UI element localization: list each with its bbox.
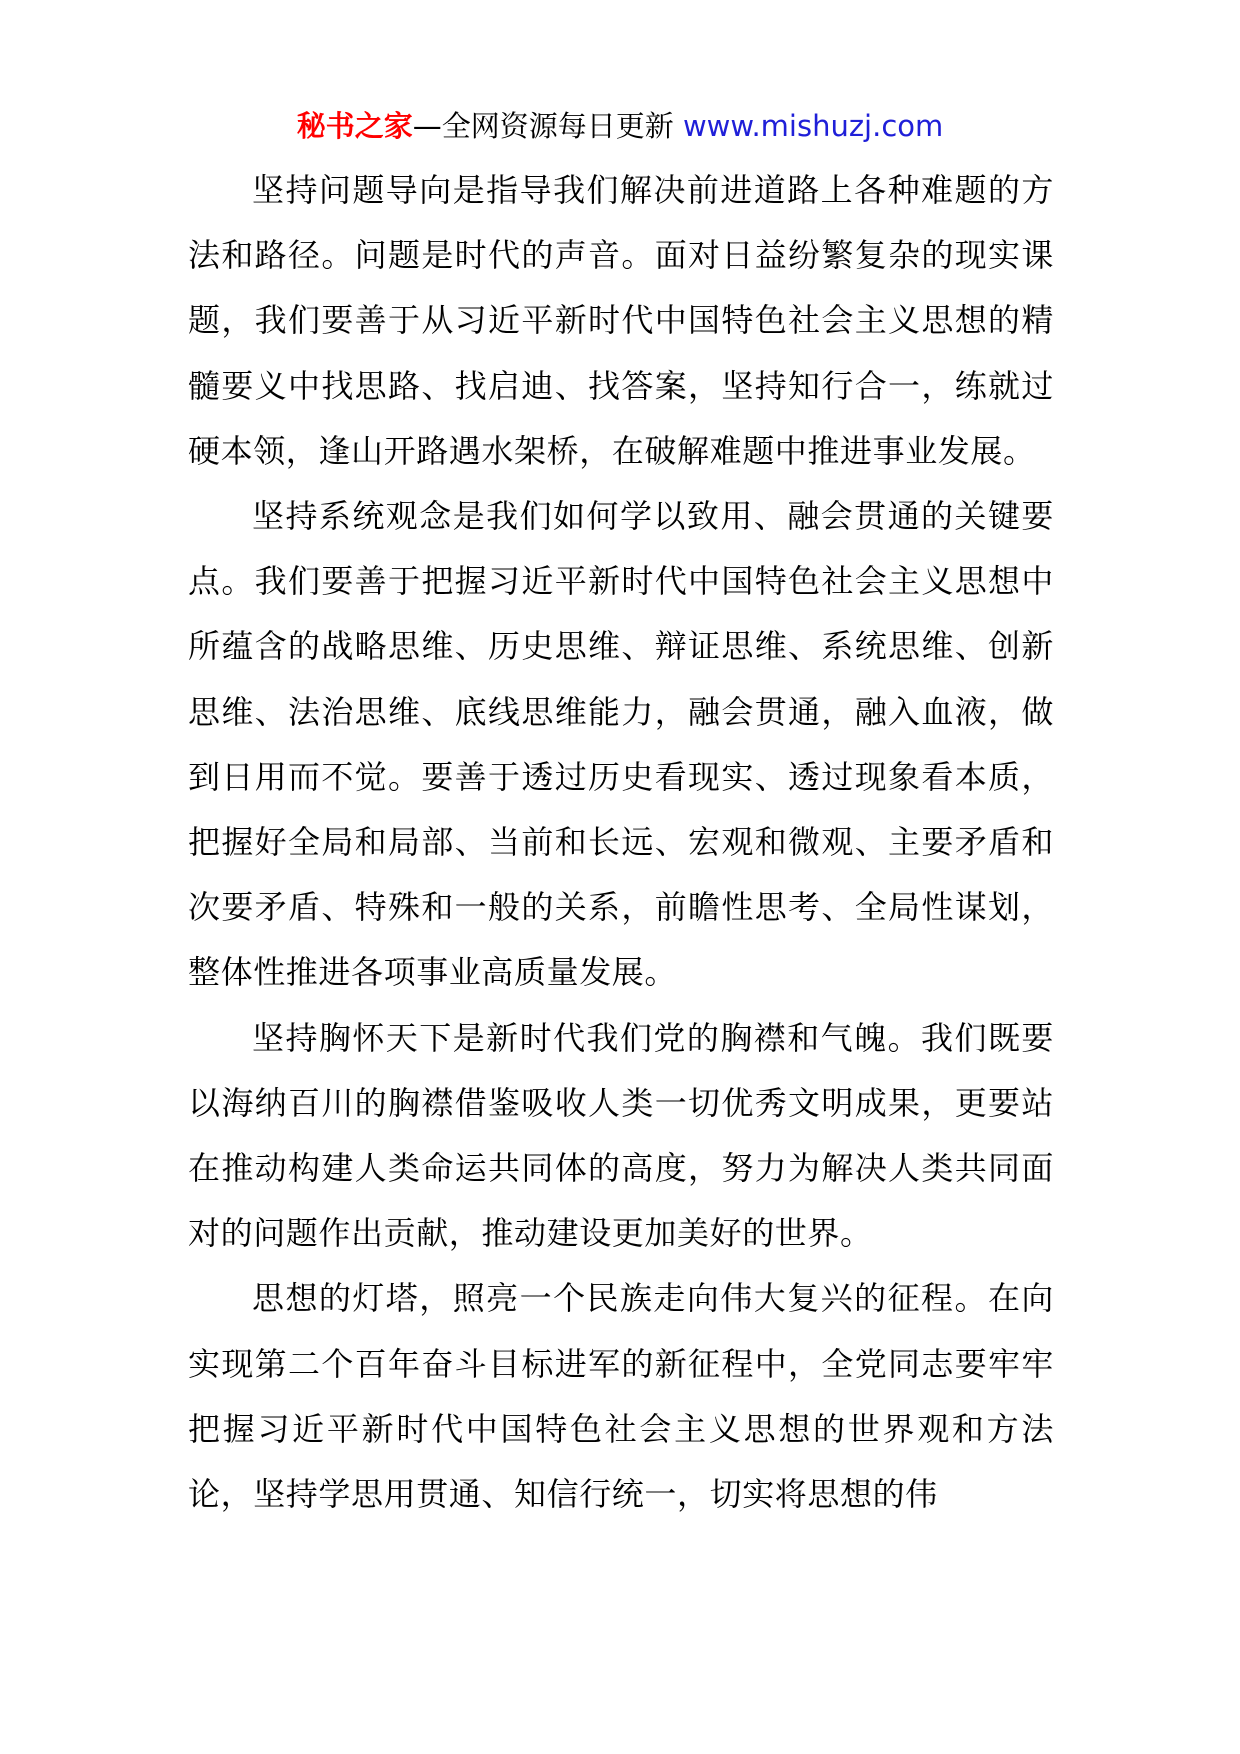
brand-name: 秘书之家: [296, 109, 413, 143]
site-url-link[interactable]: www.mishuzj.com: [682, 109, 944, 143]
header-tagline: —全网资源每日更新: [412, 109, 674, 143]
paragraph-problem-orientation: 坚持问题导向是指导我们解决前进道路上各种难题的方法和路径。问题是时代的声音。面对日益纷繁复杂的现实课题，我们要善于从习近平新时代中国特色社会主义思想的精髓要义中找思路、找启迪、找答案，坚持知行合一，练就过硬本领，逢山开路遇水架桥，在破解难题中推进事业发展。: [188, 171, 1054, 470]
page-header: [0, 96, 1240, 156]
paragraph-beacon-of-thought: 思想的灯塔，照亮一个民族走向伟大复兴的征程。在向实现第二个百年奋斗目标进军的新征程中，全党同志要牢牢把握习近平新时代中国特色社会主义思想的世界观和方法论，坚持学思用贯通、知信行统一，切实将思想的伟: [188, 1279, 1054, 1514]
paragraph-global-vision: 坚持胸怀天下是新时代我们党的胸襟和气魄。我们既要以海纳百川的胸襟借鉴吸收人类一切优秀文明成果，更要站在推动构建人类命运共同体的高度，努力为解决人类共同面对的问题作出贡献，推动建设更加美好的世界。: [188, 1018, 1054, 1253]
document-body: [188, 158, 1054, 1527]
paragraph-systems-thinking: 坚持系统观念是我们如何学以致用、融会贯通的关键要点。我们要善于把握习近平新时代中国特色社会主义思想中所蕴含的战略思维、历史思维、辩证思维、系统思维、创新思维、法治思维、底线思维能力，融会贯通，融入血液，做到日用而不觉。要善于透过历史看现实、透过现象看本质，把握好全局和局部、当前和长远、宏观和微观、主要矛盾和次要矛盾、特殊和一般的关系，前瞻性思考、全局性谋划，整体性推进各项事业高质量发展。: [188, 497, 1054, 992]
